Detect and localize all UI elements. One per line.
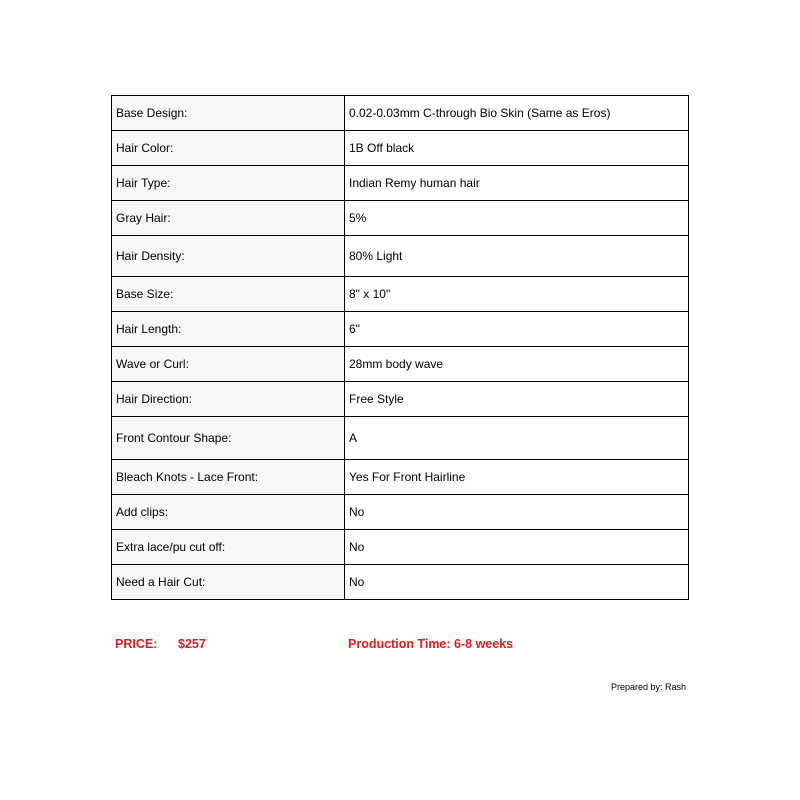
spec-value-front-contour-shape: A (345, 417, 689, 460)
spec-label-gray-hair: Gray Hair: (112, 201, 345, 236)
production-time: Production Time: 6-8 weeks (348, 637, 514, 651)
spec-label-hair-color: Hair Color: (112, 131, 345, 166)
price-label: PRICE: (115, 637, 158, 651)
spec-label-hair-direction: Hair Direction: (112, 382, 345, 417)
spec-value-extra-lace-cut-off: No (345, 530, 689, 565)
spec-label-base-design: Base Design: (112, 96, 345, 131)
spec-label-base-size: Base Size: (112, 277, 345, 312)
table-row (112, 96, 689, 131)
spec-label-need-hair-cut: Need a Hair Cut: (112, 565, 345, 600)
table-row (112, 277, 689, 312)
spec-table (111, 95, 689, 600)
table-row (112, 382, 689, 417)
spec-label-bleach-knots: Bleach Knots - Lace Front: (112, 460, 345, 495)
table-row (112, 495, 689, 530)
table-row (112, 236, 689, 277)
table-row (112, 417, 689, 460)
price-value: $257 (178, 637, 206, 651)
spec-value-add-clips: No (345, 495, 689, 530)
table-row (112, 166, 689, 201)
spec-value-hair-color: 1B Off black (345, 131, 689, 166)
spec-label-wave-or-curl: Wave or Curl: (112, 347, 345, 382)
spec-value-hair-direction: Free Style (345, 382, 689, 417)
table-row (112, 201, 689, 236)
table-row (112, 530, 689, 565)
spec-label-front-contour-shape: Front Contour Shape: (112, 417, 345, 460)
table-row (112, 565, 689, 600)
spec-table-body (112, 96, 689, 600)
spec-label-hair-length: Hair Length: (112, 312, 345, 347)
table-row (112, 131, 689, 166)
spec-value-hair-density: 80% Light (345, 236, 689, 277)
spec-label-extra-lace-cut-off: Extra lace/pu cut off: (112, 530, 345, 565)
spec-value-base-design: 0.02-0.03mm C-through Bio Skin (Same as Eros) (345, 96, 689, 131)
spec-value-hair-length: 6" (345, 312, 689, 347)
spec-value-gray-hair: 5% (345, 201, 689, 236)
prepared-by-note: Prepared by: Rash (610, 682, 686, 692)
table-row (112, 460, 689, 495)
spec-label-hair-type: Hair Type: (112, 166, 345, 201)
spec-value-bleach-knots: Yes For Front Hairline (345, 460, 689, 495)
spec-value-wave-or-curl: 28mm body wave (345, 347, 689, 382)
spec-value-hair-type: Indian Remy human hair (345, 166, 689, 201)
spec-value-base-size: 8" x 10" (345, 277, 689, 312)
table-row (112, 312, 689, 347)
table-row (112, 347, 689, 382)
spec-label-add-clips: Add clips: (112, 495, 345, 530)
spec-value-need-hair-cut: No (345, 565, 689, 600)
spec-label-hair-density: Hair Density: (112, 236, 345, 277)
